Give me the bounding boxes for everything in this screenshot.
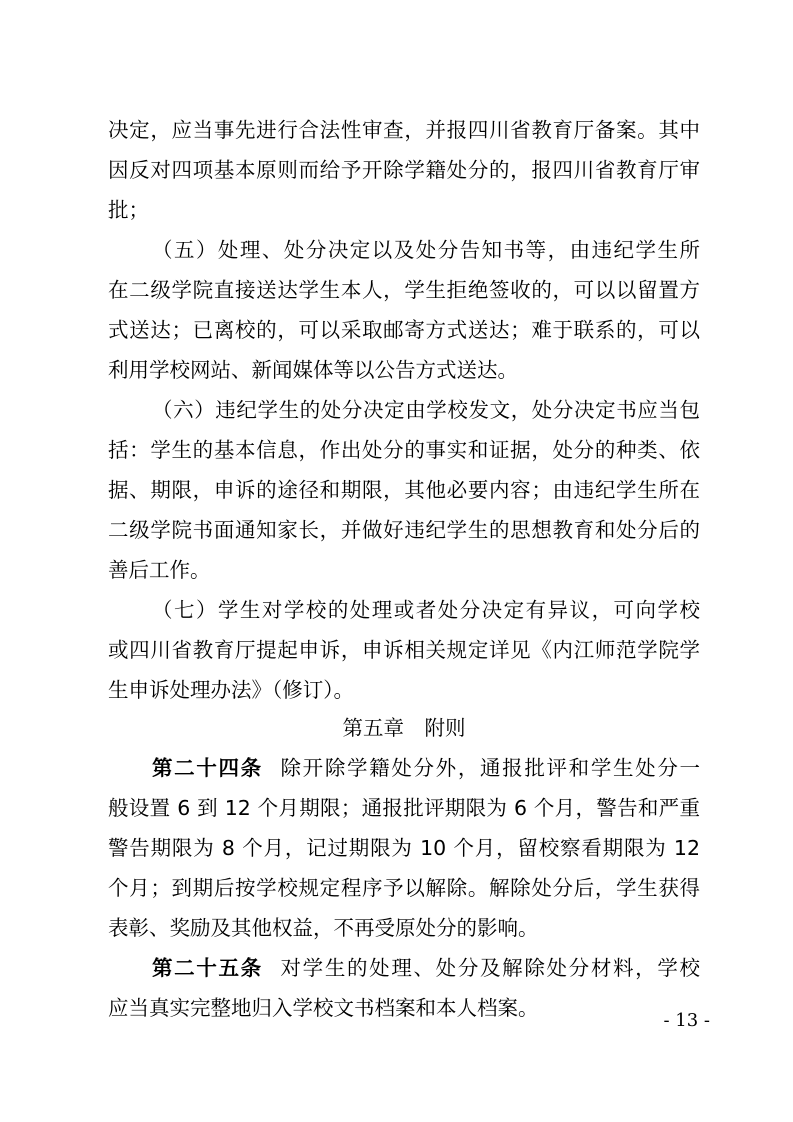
article-25-text: 对学生的处理、处分及解除处分材料，学校 xyxy=(278,956,701,980)
text-line: 或四川省教育厅提起申诉，申诉相关规定详见《内江师范学院学 xyxy=(108,638,700,662)
text-line: 善后工作。 xyxy=(108,558,211,582)
chapter-heading: 第五章 附则 xyxy=(342,716,466,740)
text-line: 个月；到期后按学校规定程序予以解除。解除处分后，学生获得 xyxy=(108,876,700,900)
text-line: 表彰、奖励及其他权益，不再受原处分的影响。 xyxy=(108,916,539,940)
article-25-heading: 第二十五条 xyxy=(152,956,263,980)
article-24-heading: 第二十四条 xyxy=(152,756,263,780)
article-24-text: 除开除学籍处分外，通报批评和学生处分一 xyxy=(278,756,701,780)
text-line: 警告期限为 8 个月，记过期限为 10 个月，留校察看期限为 12 xyxy=(108,836,700,860)
article-24-first-line xyxy=(152,751,700,785)
paragraph-five-first-line: （五）处理、处分决定以及处分告知书等，由违纪学生所 xyxy=(152,238,700,262)
text-line: 因反对四项基本原则而给予开除学籍处分的，报四川省教育厅审 xyxy=(108,158,700,182)
text-line: 般设置 6 到 12 个月期限；通报批评期限为 6 个月，警告和严重 xyxy=(108,796,700,820)
text-line: 据、期限，申诉的途径和期限，其他必要内容；由违纪学生所在 xyxy=(108,478,700,502)
text-line: 批； xyxy=(108,198,149,222)
text-line: 在二级学院直接送达学生本人，学生拒绝签收的，可以以留置方 xyxy=(108,278,700,302)
text-line: 利用学校网站、新闻媒体等以公告方式送达。 xyxy=(108,358,518,382)
paragraph-seven-first-line: （七）学生对学校的处理或者处分决定有异议，可向学校 xyxy=(152,598,700,622)
text-line: 应当真实完整地归入学校文书档案和本人档案。 xyxy=(108,996,539,1020)
text-line: 括：学生的基本信息，作出处分的事实和证据，处分的种类、依 xyxy=(108,438,700,462)
page-number: - 13 - xyxy=(663,1010,710,1031)
text-line: 决定，应当事先进行合法性审查，并报四川省教育厅备案。其中 xyxy=(108,118,700,142)
text-line: 式送达；已离校的，可以采取邮寄方式送达；难于联系的，可以 xyxy=(108,318,700,342)
paragraph-six-first-line: （六）违纪学生的处分决定由学校发文，处分决定书应当包 xyxy=(152,398,700,422)
article-25-first-line xyxy=(152,951,700,985)
text-line: 生申诉处理办法》（修订）。 xyxy=(108,678,354,702)
text-line: 二级学院书面通知家长，并做好违纪学生的思想教育和处分后的 xyxy=(108,518,700,542)
